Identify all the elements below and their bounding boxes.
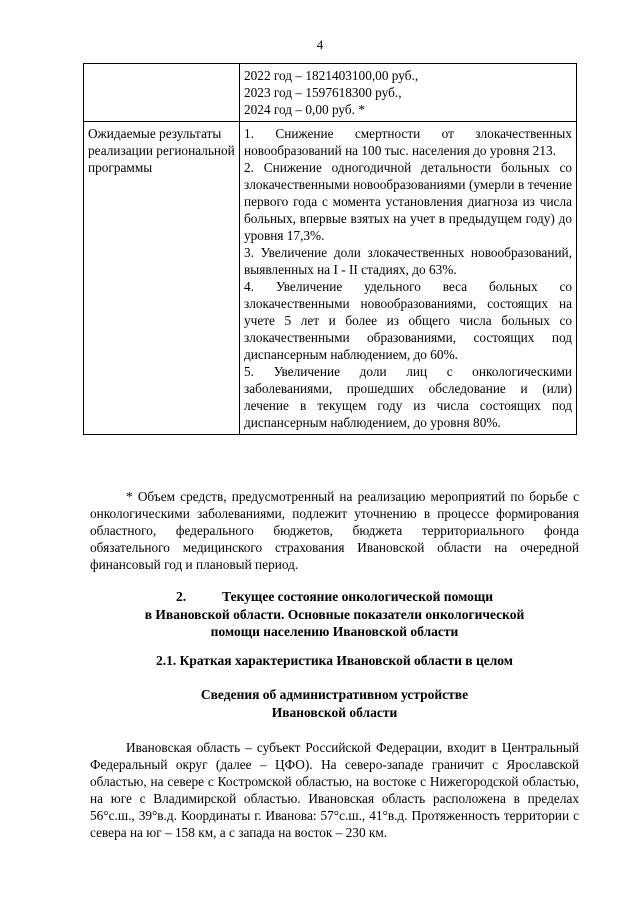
result-item: 3. Увеличение доли злокачественных новообразований, выявленных на I - II стадиях, до 63%. <box>244 245 572 277</box>
section-heading-line2: в Ивановской области. Основные показатели онкологической <box>144 606 525 622</box>
funding-label-cell <box>84 64 240 122</box>
funding-line: 2023 год – 1597618300 руб., <box>244 85 402 100</box>
subheading <box>90 686 579 721</box>
funding-cell <box>240 64 577 122</box>
subheading-line1: Сведения об административном устройстве <box>200 687 469 702</box>
results-cell <box>240 122 577 435</box>
section-number: 2. <box>175 589 187 604</box>
result-item: 2. Снижение одногодичной детальности больных со злокачественными новообразованиями (умерли в течение первого года с момента установления диагноза из числа больных, впервые взятых на учет в предыдущем году) до уровня 17,3%. <box>244 160 572 243</box>
section-heading-line1 <box>90 588 579 606</box>
subsection-heading: 2.1. Краткая характеристика Ивановской области в целом <box>156 653 513 668</box>
section-heading <box>90 588 579 641</box>
result-item: 5. Увеличение доли лиц с онкологическими заболеваниями, прошедших обследование и (или) лечение в текущем году из числа состоящих под диспансерным наблюдением, до уровня 80%. <box>244 364 572 430</box>
result-item: 1. Снижение смертности от злокачественных новообразований на 100 тыс. населения до уровня 213. <box>244 126 572 158</box>
funding-footnote: * Объем средств, предусмотренный на реализацию мероприятий по борьбе с онкологическими заболеваниями, подлежит уточнению в процессе формирования областного, федерального бюджетов, бюджета территориального фонда обязательного медицинского страхования Ивановской области на очередной финансовый год и плановый период. <box>90 489 579 572</box>
page-number: 4 <box>316 37 324 52</box>
subheading-line2: Ивановской области <box>271 704 398 720</box>
section-title-part1: Текущее состояние онкологической помощи <box>222 589 494 604</box>
results-label: Ожидаемые результаты реализации региональной программы <box>84 122 240 435</box>
results-row <box>84 122 577 435</box>
funding-line: 2024 год – 0,00 руб. * <box>244 102 365 117</box>
funding-line: 2022 год – 1821403100,00 руб., <box>244 68 419 83</box>
body-paragraph: Ивановская область – субъект Российской Федерации, входит в Центральный Федеральный округ (далее – ЦФО). На северо-западе граничит с Ярославской областью, на севере с Костромской областью, на востоке с Нижегородской областью, на юге с Владимирской областью. Ивановская область расположена в пределах 56°с.ш., 39°в.д. Координаты г. Иванова: 57°с.ш., 41°в.д. Протяженность территории с севера на юг – 158 км, а с запада на восток – 230 км. <box>90 740 579 840</box>
result-item: 4. Увеличение удельного веса больных со злокачественными новообразованиями, состоящих на учете 5 лет и более из общего числа больных со злокачественными образованиями, состоящих под диспансерным наблюдением, до 60%. <box>244 279 572 362</box>
funding-row <box>84 64 577 122</box>
program-table <box>83 63 577 435</box>
section-heading-line3: помощи населению Ивановской области <box>210 624 459 639</box>
